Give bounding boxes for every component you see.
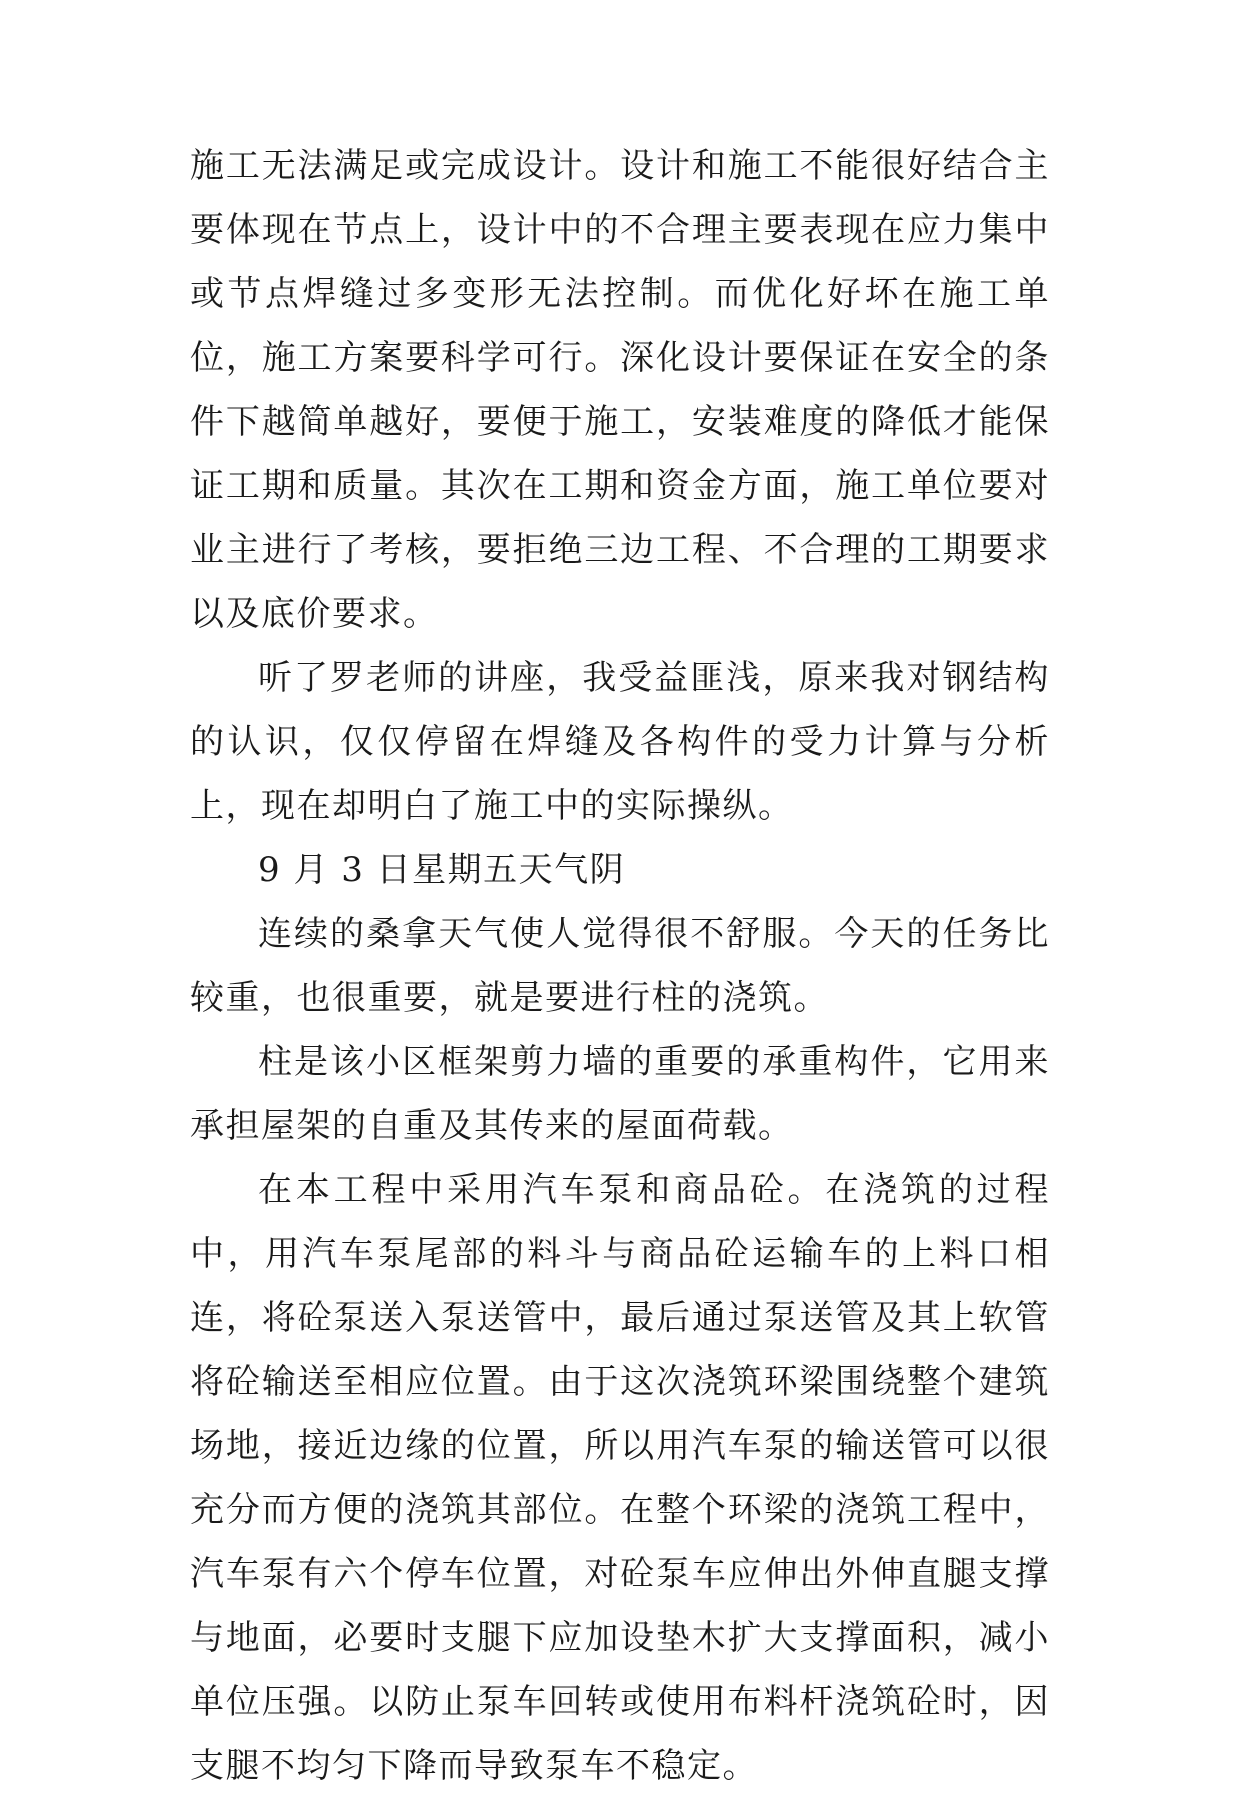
paragraph-design-construction: 施工无法满足或完成设计。设计和施工不能很好结合主要体现在节点上，设计中的不合理主要表现在应力集中或节点焊缝过多变形无法控制。而优化好坏在施工单位，施工方案要科学可行。深化设计要保证在安全的条件下越简单越好，要便于施工，安装难度的降低才能保证工期和质量。其次在工期和资金方面，施工单位要对业主进行了考核，要拒绝三边工程、不合理的工期要求以及底价要求。 — [190, 146, 1050, 634]
paragraph-lecture-reflection: 听了罗老师的讲座，我受益匪浅，原来我对钢结构的认识，仅仅停留在焊缝及各构件的受力计算与分析上，现在却明白了施工中的实际操纵。 — [190, 658, 1050, 826]
paragraph-daily-task: 连续的桑拿天气使人觉得很不舒服。今天的任务比较重，也很重要，就是要进行柱的浇筑。 — [190, 914, 1050, 1018]
paragraph-date-weather: 9 月 3 日星期五天气阴 — [258, 850, 626, 890]
document-body — [190, 134, 1050, 1798]
paragraph-pumping-process: 在本工程中采用汽车泵和商品砼。在浇筑的过程中，用汽车泵尾部的料斗与商品砼运输车的上料口相连，将砼泵送入泵送管中，最后通过泵送管及其上软管将砼输送至相应位置。由于这次浇筑环梁围绕整个建筑场地，接近边缘的位置，所以用汽车泵的输送管可以很充分而方便的浇筑其部位。在整个环梁的浇筑工程中，汽车泵有六个停车位置，对砼泵车应伸出外伸直腿支撑与地面，必要时支腿下应加设垫木扩大支撑面积，减小单位压强。以防止泵车回转或使用布料杆浇筑砼时，因支腿不均匀下降而导致泵车不稳定。 — [190, 1170, 1050, 1786]
paragraph-column-description: 柱是该小区框架剪力墙的重要的承重构件，它用来承担屋架的自重及其传来的屋面荷载。 — [190, 1042, 1050, 1146]
